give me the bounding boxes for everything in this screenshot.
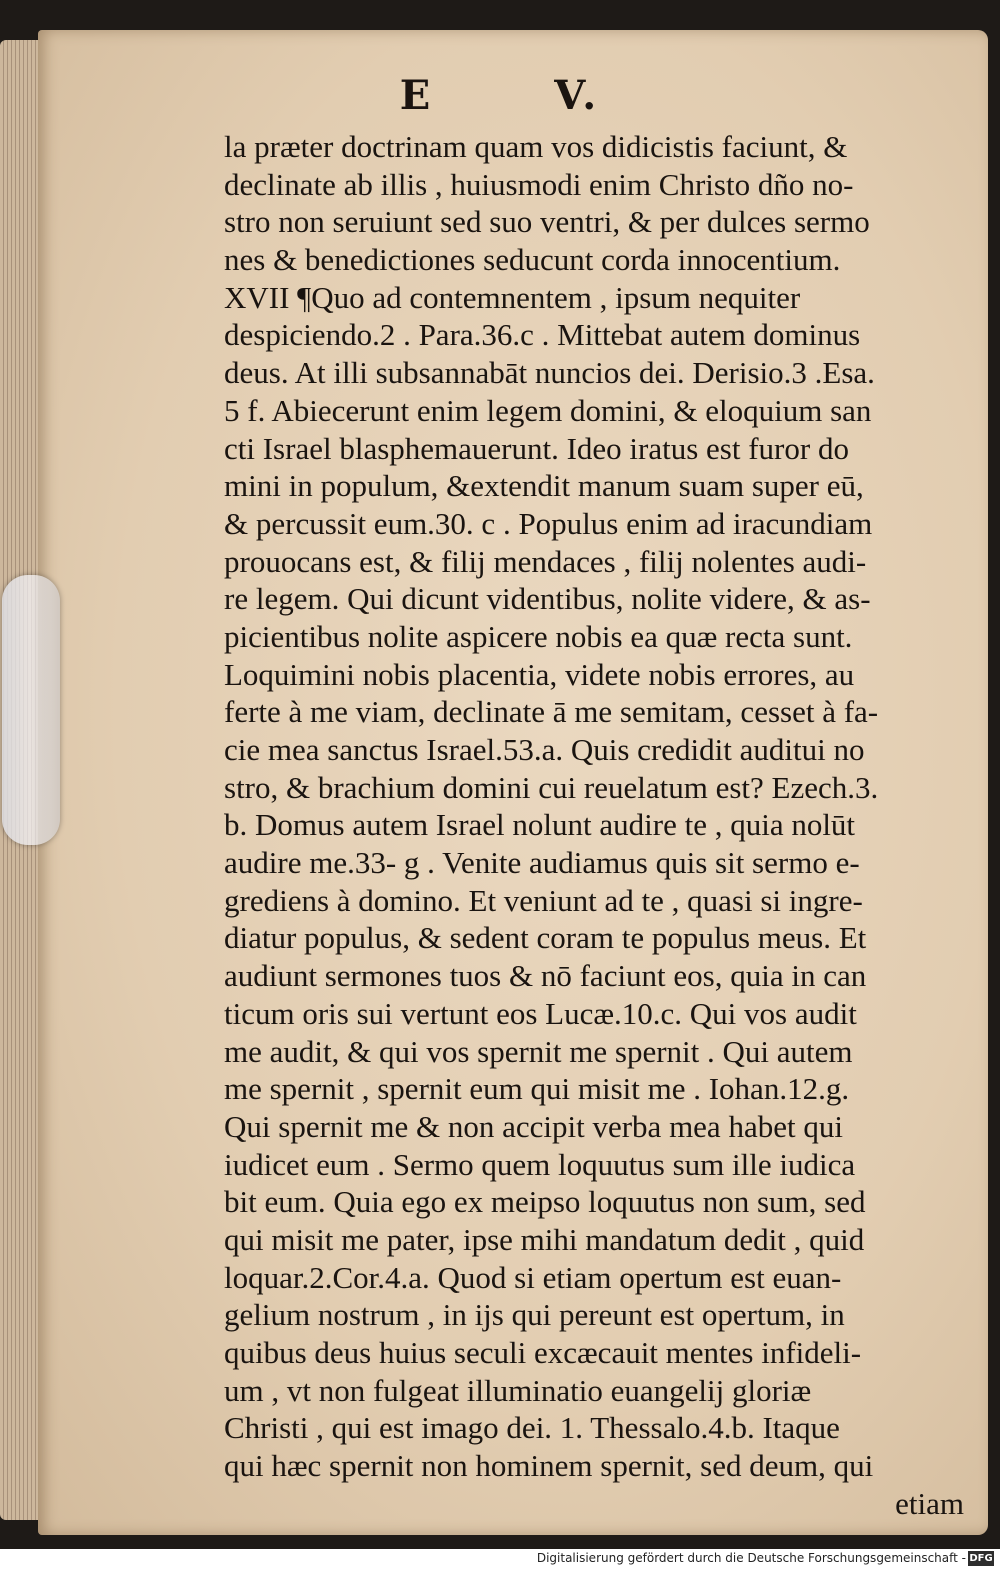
text-line: la præter doctrinam quam vos didicistis faciunt, & (224, 129, 848, 164)
text-line: picientibus nolite aspicere nobis ea quæ recta sunt. (224, 618, 853, 654)
text-line: Qui spernit me & non accipit verba mea habet qui (224, 1108, 843, 1144)
text-line: diatur populus, & sedent coram te populus meus. Et (224, 920, 867, 956)
text-line: audiunt sermones tuos & nō faciunt eos, quia in can (224, 958, 867, 994)
running-head-right: V. (554, 72, 601, 119)
text-line: 5 f. Abiecerunt enim legem domini, & eloquium san (224, 392, 872, 428)
text-line: loquar.2.Cor.4.a. Quod si etiam opertum est euan- (224, 1259, 842, 1295)
text-line: qui misit me pater, ipse mihi mandatum dedit , quid (224, 1221, 865, 1257)
text-line: re legem. Qui dicunt videntibus, nolite videre, & as- (224, 581, 871, 617)
text-line: quibus deus huius seculi excæcauit mentes infideli- (224, 1335, 862, 1370)
text-line: um , vt non fulgeat illuminatio euangelij gloriæ (224, 1372, 812, 1408)
running-head-left: E (399, 72, 435, 119)
running-head (0, 72, 1000, 119)
text-line: prouocans est, & filij mendaces , filij nolentes audi- (224, 543, 867, 579)
text-line: iudicet eum . Sermo quem loquutus sum ille iudica (224, 1146, 856, 1182)
text-line: cie mea sanctus Israel.53.a. Quis credidit auditui no (224, 732, 865, 767)
text-line: b. Domus autem Israel nolunt audire te , quia nolūt (224, 807, 856, 843)
text-line: nes & benedictiones seducunt corda innocentium. (224, 242, 841, 278)
text-line: Loquimini nobis placentia, videte nobis errores, au (224, 656, 855, 692)
text-line: me audit, & qui vos spernit me spernit . Qui autem (224, 1033, 853, 1069)
dfg-logo: DFG (969, 1553, 993, 1564)
book-clasp (2, 575, 60, 845)
text-line: cti Israel blasphemauerunt. Ideo iratus est furor do (224, 430, 849, 466)
text-line: gelium nostrum , in ijs qui pereunt est opertum, in (224, 1297, 845, 1333)
footer-credit: Digitalisierung gefördert durch die Deutsche Forschungsgemeinschaft - (536, 1551, 966, 1565)
text-line: mini in populum, &extendit manum suam super eū, (224, 468, 864, 504)
body-text (224, 128, 964, 1522)
text-line: qui hæc spernit non hominem spernit, sed deum, qui (224, 1448, 874, 1484)
text-line: XVII ¶Quo ad contemnentem , ipsum nequiter (224, 279, 801, 315)
text-line: Christi , qui est imago dei. 1. Thessalo.4.b. Itaque (224, 1410, 840, 1446)
text-line: despiciendo.2 . Para.36.c . Mittebat autem dominus (224, 317, 861, 353)
text-line: me spernit , spernit eum qui misit me . Iohan.12.g. (224, 1071, 850, 1107)
text-line: declinate ab illis , huiusmodi enim Christo dño no- (224, 166, 854, 202)
text-line: bit eum. Quia ego ex meipso loquutus non sum, sed (224, 1184, 866, 1220)
text-line: audire me.33- g . Venite audiamus quis sit sermo e- (224, 845, 860, 881)
text-line: ferte à me viam, declinate ā me semitam, cesset à fa- (224, 694, 879, 730)
text-line: grediens à domino. Et veniunt ad te , quasi si ingre- (224, 882, 863, 918)
catchword: etiam (895, 1485, 964, 1521)
text-line: deus. At illi subsannabāt nuncios dei. Derisio.3 .Esa. (224, 355, 875, 391)
text-line: & percussit eum.30. c . Populus enim ad iracundiam (224, 505, 873, 541)
text-line: stro non seruiunt sed suo ventri, & per dulces sermo (224, 204, 870, 240)
text-line: ticum oris sui vertunt eos Lucæ.10.c. Qui vos audit (224, 995, 857, 1031)
text-line: stro, & brachium domini cui reuelatum est? Ezech.3. (224, 769, 879, 805)
